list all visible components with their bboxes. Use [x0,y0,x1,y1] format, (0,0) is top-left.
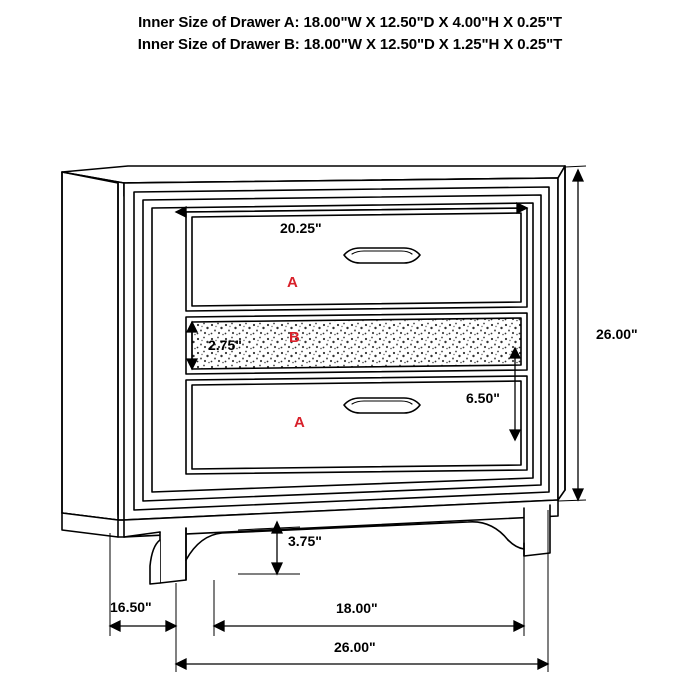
drawer-a-bottom-label: A [294,414,305,431]
dim-side-depth: 16.50" [110,599,152,615]
dim-total-height: 26.00" [596,326,638,342]
dim-top-width: 20.25" [280,220,322,236]
header-line-drawer-b: Inner Size of Drawer B: 18.00"W X 12.50"D X 1.25"H X 0.25"T [137,36,563,53]
drawer-a-top-label: A [287,274,298,291]
dim-overall-width: 26.00" [334,639,376,655]
dim-lower-drawer-height: 6.50" [466,390,500,406]
dim-leg-height: 3.75" [288,533,322,549]
dim-front-width: 18.00" [336,600,378,616]
dim-drawer-b-height: 2.75" [208,337,242,353]
header-line-drawer-a: Inner Size of Drawer A: 18.00"W X 12.50"D X 4.00"H X 0.25"T [138,14,562,31]
drawer-b-label: B [289,329,300,346]
